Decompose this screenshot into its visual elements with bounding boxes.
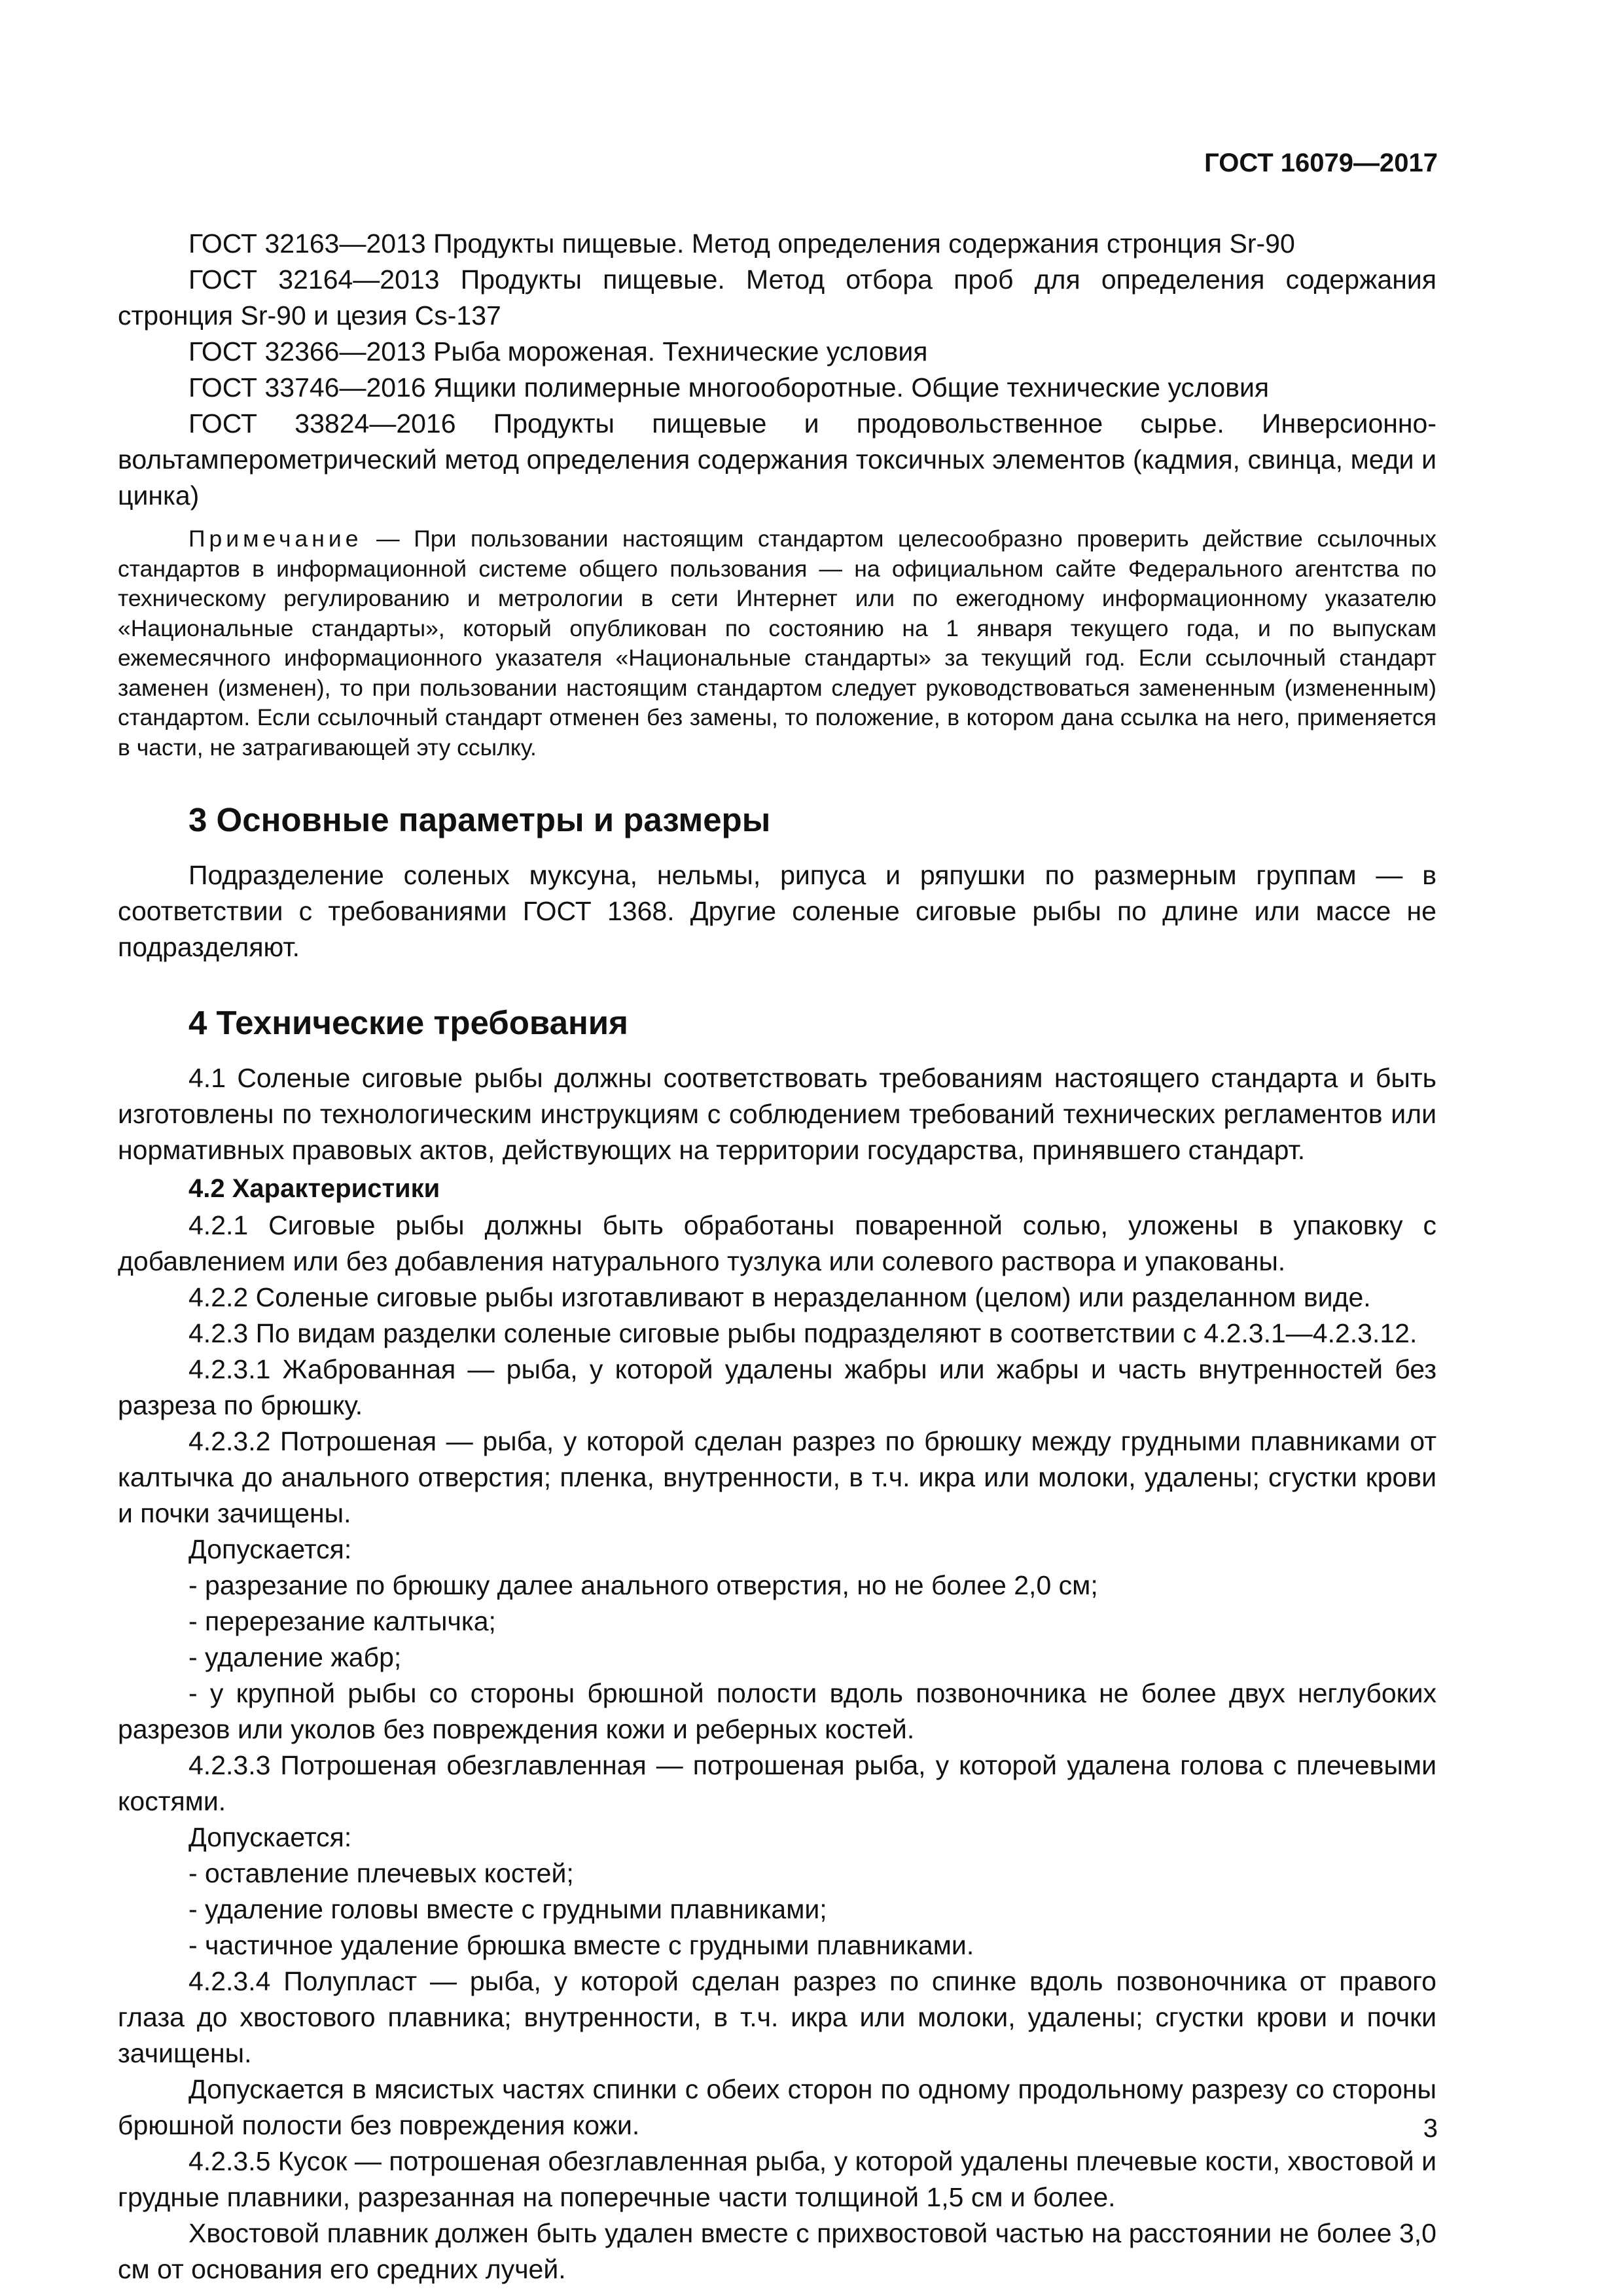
normative-references-list (118, 226, 1436, 514)
reference-item: ГОСТ 32164—2013 Продукты пищевые. Метод отбора проб для определения содержания стронция Sr-90 и цезия Cs-137 (118, 264, 1436, 331)
allowed-list-gutted (118, 1568, 1436, 1748)
list-item: - у крупной рыбы со стороны брюшной полости вдоль позвоночника не более двух неглубоких разрезов или уколов без повреждения кожи и реберных костей. (118, 1678, 1436, 1744)
list-item: - удаление головы вместе с грудными плавниками; (188, 1894, 827, 1924)
clause-4-2-3-3: 4.2.3.3 Потрошеная обезглавленная — потрошеная рыба, у которой удалена голова с плечевыми костями. (118, 1750, 1436, 1816)
section-4-heading: 4 Технические требования (188, 1004, 628, 1041)
list-item: - перерезание калтычка; (188, 1606, 496, 1636)
list-item: - частичное удаление брюшка вместе с грудными плавниками. (188, 1930, 974, 1960)
clause-4-2-3: 4.2.3 По видам разделки соленые сиговые рыбы подразделяют в соответствии с 4.2.3.1—4.2.3.12. (188, 1318, 1418, 1348)
reference-item: ГОСТ 32163—2013 Продукты пищевые. Метод определения содержания стронция Sr-90 (188, 228, 1295, 259)
clause-4-1: 4.1 Соленые сиговые рыбы должны соответствовать требованиям настоящего стандарта и быть изготовлены по технологическим инструкциям с соблюдением требований технических регламентов или нормативных правовых актов, действующих на территории государства, принявшего стандарт. (118, 1063, 1436, 1165)
clause-4-2-3-4-allowed: Допускается в мясистых частях спинки с обеих сторон по одному продольному разрезу со стороны брюшной полости без повреждения кожи. (118, 2074, 1436, 2140)
clause-4-2-1: 4.2.1 Сиговые рыбы должны быть обработаны поваренной солью, уложены в упаковку с добавлением или без добавления натурального тузлука или солевого раствора и упакованы. (118, 1210, 1436, 1276)
note-label: Примечание (188, 526, 363, 552)
list-item: - удаление жабр; (188, 1642, 402, 1672)
list-item: - разрезание по брюшку далее анального отверстия, но не более 2,0 см; (188, 1570, 1098, 1600)
note-text: — При пользовании настоящим стандартом целесообразно проверить действие ссылочных стандартов в информационной системе общего пользования — на официальном сайте Федерального агентства по техническому регулированию и метрологии в сети Интернет или по ежегодному информационному указателю «Национальные стандарты», который опубликован по состоянию на 1 января текущего года, и по выпускам ежемесячного информационного указателя «Национальные стандарты» за текущий год. Если ссылочный стандарт заменен (изменен), то при пользовании настоящим стандартом следует руководствоваться замененным (измененным) стандартом. Если ссылочный стандарт отменен без замены, то положение, в котором дана ссылка на него, применяется в части, не затрагивающей эту ссылку. (118, 526, 1436, 761)
document-body (118, 226, 1436, 2287)
reference-item: ГОСТ 33746—2016 Ящики полимерные многооборотные. Общие технические условия (188, 372, 1270, 403)
allowed-label: Допускается: (188, 1534, 352, 1564)
clause-4-2-3-5-tail: Хвостовой плавник должен быть удален вместе с прихвостовой частью на расстоянии не более 3,0 см от основания его средних лучей. (118, 2218, 1436, 2284)
allowed-label: Допускается: (188, 1822, 352, 1852)
clause-4-2-2: 4.2.2 Соленые сиговые рыбы изготавливают в неразделанном (целом) или разделанном виде. (188, 1282, 1371, 1312)
section-3-paragraph: Подразделение соленых муксуна, нельмы, рипуса и ряпушки по размерным группам — в соответствии с требованиями ГОСТ 1368. Другие соленые сиговые рыбы по длине или массе не подразделяют. (118, 860, 1436, 962)
section-3-heading: 3 Основные параметры и размеры (188, 801, 771, 838)
clause-4-2-3-2: 4.2.3.2 Потрошеная — рыба, у которой сделан разрез по брюшку между грудными плавниками от калтычка до анального отверстия; пленка, внутренности, в т.ч. икра или молоки, удалены; сгустки крови и почки зачищены. (118, 1426, 1436, 1528)
reference-item: ГОСТ 32366—2013 Рыба мороженая. Технические условия (188, 336, 928, 367)
clause-4-2-3-5: 4.2.3.5 Кусок — потрошеная обезглавленная рыба, у которой удалены плечевые кости, хвостовой и грудные плавники, разрезанная на поперечные части толщиной 1,5 см и более. (118, 2146, 1436, 2212)
page-header-standard-code: ГОСТ 16079—2017 (1204, 149, 1438, 177)
allowed-list-headless (118, 1856, 1436, 1964)
clause-4-2-3-1: 4.2.3.1 Жаброванная — рыба, у которой удалены жабры или жабры и часть внутренностей без разреза по брюшку. (118, 1354, 1436, 1420)
note-paragraph (118, 524, 1436, 762)
list-item: - оставление плечевых костей; (188, 1858, 574, 1888)
clause-4-2-3-4: 4.2.3.4 Полупласт — рыба, у которой сделан разрез по спинке вдоль позвоночника от правого глаза до хвостового плавника; внутренности, в т.ч. икра или молоки, удалены; сгустки крови и почки зачищены. (118, 1966, 1436, 2068)
page-number: 3 (1423, 2114, 1438, 2143)
clause-4-2-heading: 4.2 Характеристики (188, 1174, 440, 1203)
reference-item: ГОСТ 33824—2016 Продукты пищевые и продовольственное сырье. Инверсионно-вольтамперометрический метод определения содержания токсичных элементов (кадмия, свинца, меди и цинка) (118, 408, 1436, 511)
